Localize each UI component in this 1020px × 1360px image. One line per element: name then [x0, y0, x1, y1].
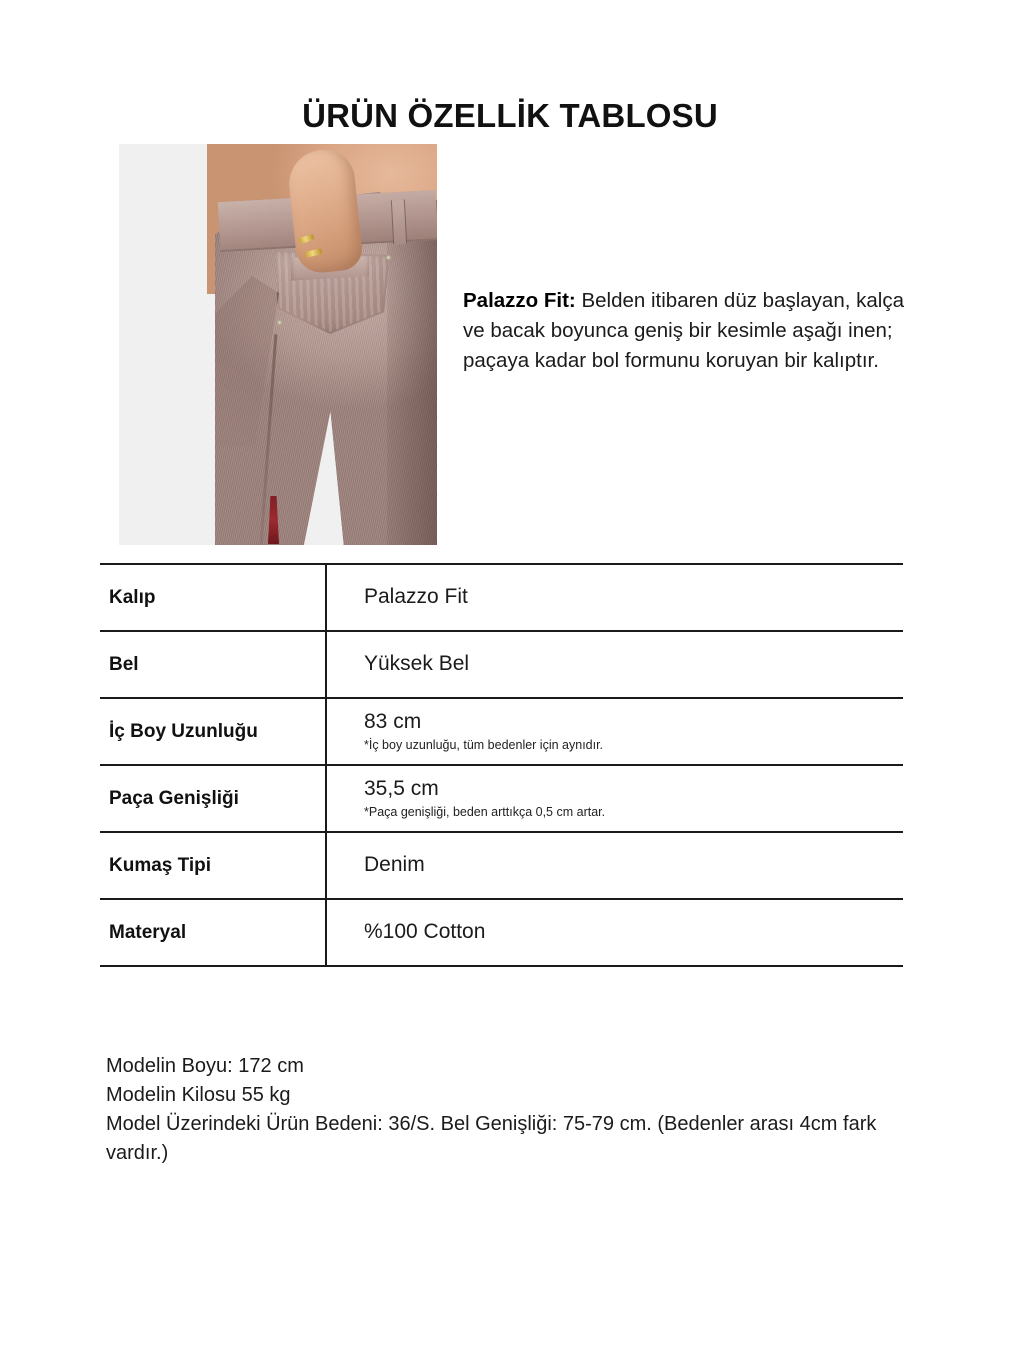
product-image-backdrop [119, 144, 215, 545]
spec-label: Bel [100, 631, 326, 698]
fit-description-lead: Palazzo Fit: [463, 289, 576, 312]
spec-value: %100 Cotton [364, 920, 486, 944]
spec-value: Yüksek Bel [364, 652, 470, 676]
spec-label: Paça Genişliği [100, 765, 326, 832]
spec-note: *İç boy uzunluğu, tüm bedenler için aynıdır. [364, 737, 604, 752]
spec-value-cell [326, 765, 903, 832]
model-weight-note: Modelin Kilosu 55 kg [106, 1084, 291, 1106]
table-row [100, 564, 903, 631]
spec-value-cell [326, 631, 903, 698]
spec-note: *Paça genişliği, beden arttıkça 0,5 cm artar. [364, 804, 606, 819]
denim-shadow [387, 200, 437, 545]
belt-loop [391, 200, 407, 245]
spec-value: Palazzo Fit [364, 585, 468, 609]
spec-value-cell [326, 564, 903, 631]
table-row [100, 631, 903, 698]
spec-value-cell [326, 832, 903, 899]
spec-label: Kumaş Tipi [100, 832, 326, 899]
model-info-notes [106, 1052, 896, 1168]
spec-value: 35,5 cm [364, 777, 439, 801]
table-row [100, 899, 903, 966]
product-image [119, 144, 437, 545]
page-title: ÜRÜN ÖZELLİK TABLOSU [302, 97, 718, 134]
product-spec-table [100, 563, 903, 967]
table-row [100, 832, 903, 899]
fit-description-body: Belden itibaren düz başlayan, kalça ve bacak boyunca geniş bir kesimle aşağı inen; paçaya kadar bol formunu koruyan bir kalıptır. [463, 289, 904, 372]
model-size-note: Model Üzerindeki Ürün Bedeni: 36/S. Bel Genişliği: 75-79 cm. (Bedenler arası 4cm fark vardır.) [106, 1113, 882, 1164]
spec-table-body [100, 564, 903, 966]
spec-value: 83 cm [364, 710, 422, 734]
model-height-note: Modelin Boyu: 172 cm [106, 1055, 304, 1077]
spec-label: Kalıp [100, 564, 326, 631]
spec-value-cell [326, 899, 903, 966]
spec-label: Materyal [100, 899, 326, 966]
table-row [100, 698, 903, 765]
spec-value-cell [326, 698, 903, 765]
spec-value: Denim [364, 853, 425, 877]
table-row [100, 765, 903, 832]
fit-description [463, 286, 915, 376]
rivet-icon [277, 320, 282, 325]
spec-label: İç Boy Uzunluğu [100, 698, 326, 765]
rivet-icon [386, 255, 391, 260]
